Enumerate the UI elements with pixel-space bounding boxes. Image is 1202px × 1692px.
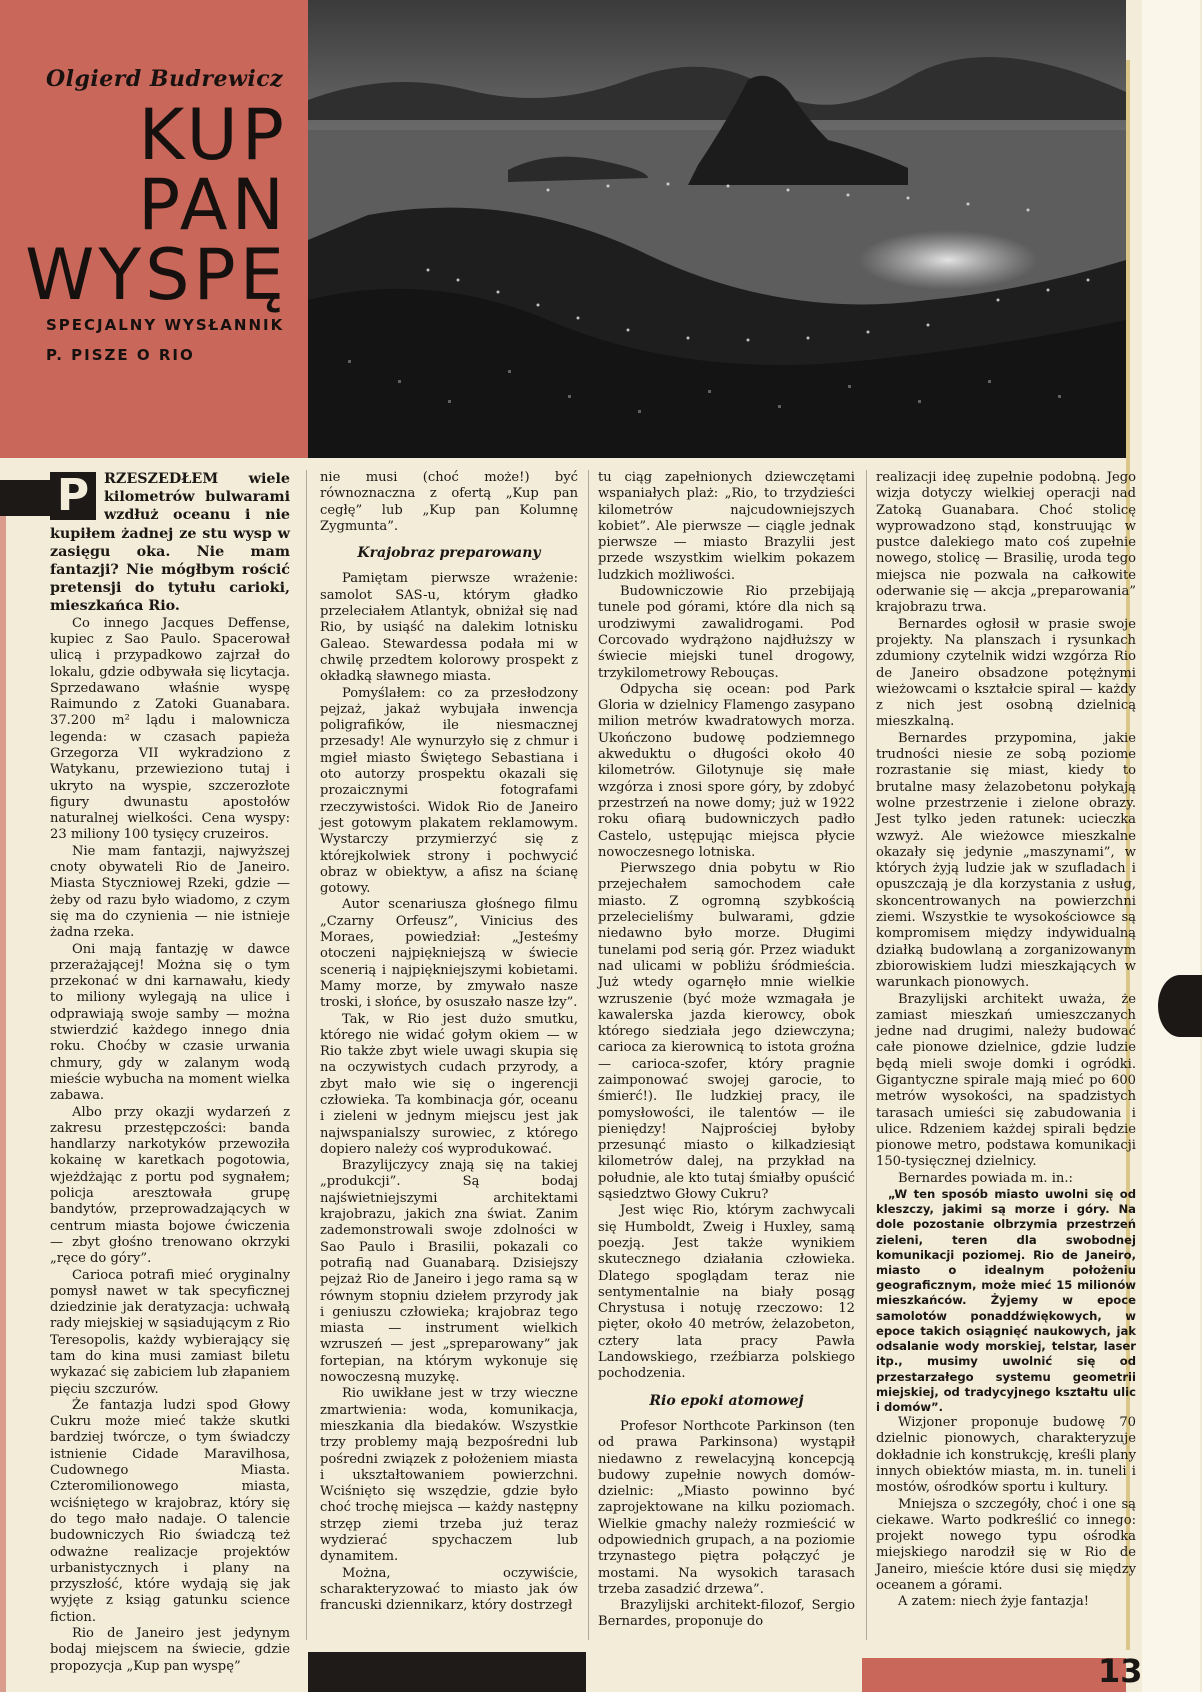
page-number: 13 [1098, 1652, 1143, 1690]
section-heading: Rio epoki atomowej [649, 1392, 804, 1409]
footer-dark-bar [308, 1652, 586, 1692]
paragraph: Brazylijczycy znają się na takiej „produkcji”. Są bodaj najświetniejszymi architektami krajobrazu, jakich zna świat. Zanim zademonstrowali swoje zdolności w Sao Paulo i Brasilii, pokazali co potrafią nad Guanabarą. Dzisiejszy pejzaż Rio de Janeiro i jego rama są w równym stopniu dziełem przyrody jak i geniuszu człowieka; krajobraz tego miasta — instrument wielkich wzruszeń — jest „spreparowany” jak fortepian, na którym wykonuje się nowoczesną muzykę. [320, 1158, 578, 1386]
title-line-2: PAN [138, 164, 288, 246]
section-heading: Krajobraz preparowany [357, 545, 541, 562]
paragraph: Autor scenariusza głośnego filmu „Czarny Orfeusz”, Vinicius des Moraes, powiedział: „Jesteśmy otoczeni najpiękniejszą w świecie scenerią i najpiękniejszymi kobietami. Mamy morze, by zmywało nasze troski, i słońce, by osuszało nasze łzy”. [320, 897, 578, 1011]
paragraph: Profesor Northcote Parkinson (ten od prawa Parkinsona) wystąpił niedawno z rewelacyjną koncepcją budowy zupełnie nowych domów-dzielnic: „Miasto powinno być zaprojektowane na kilku poziomach. Wielkie gmachy należy rozmieścić w odpowiednich grupach, a na poziomie trzynastego piętra połączyć je mostami. Na wysokich tarasach trzeba zasadzić drzewa”. [598, 1418, 855, 1597]
paragraph: Oni mają fantazję w dawce przerażającej! Można się o tym przekonać w dni karnawału, kiedy to miliony wylegają na ulice i odprawiają swoje samby — można stwierdzić każdego innego dnia roku. Choćby w czasie urwania chmury, gdy w zalanym wodą mieście wybucha na moment wielka zabawa. [50, 941, 290, 1104]
drop-cap: P [50, 472, 96, 520]
paragraph: Że fantazja ludzi spod Głowy Cukru może mieć także skutki bardziej twórcze, o tym świadczy istnienie Cidade Maravilhosa, Cudownego Miasta. Czteromilionowego miasta, wciśniętego w krajobraz, który się do tego mało nadaje. O talencie budowniczych Rio świadczą też odważne realizacje projektów urbanistycznych i plany na przyszłość, które wydają się jak wyjęte z ksiąg gatunku science fiction. [50, 1397, 290, 1625]
page-edge [1142, 0, 1200, 1692]
paragraph: Carioca potrafi mieć oryginalny pomysł nawet w tak specyficznej dziedzinie jak deratyzacja: uchwałą rady miejskiej w sąsiadującym z Rio Teresopolis, każdy wybierający się tam do kina musi zamiast biletu wykazać się zabiciem lub złapaniem pięciu szczurów. [50, 1267, 290, 1397]
night-panorama-photo [308, 0, 1126, 458]
column-rule [866, 470, 867, 1640]
title-line-1: KUP [138, 94, 288, 176]
article-column-4 [876, 470, 1136, 1648]
footer-red-bar [862, 1658, 1126, 1692]
paragraph: Można, oczywiście, scharakteryzować to miasto jak ów francuski dziennikarz, który dostrzegł [320, 1565, 578, 1614]
paragraph: A zatem: niech żyje fantazja! [898, 1594, 1090, 1610]
lede-text: RZESZEDŁEM wiele kilometrów bulwarami wzdłuż oceanu i nie kupiłem żadnej ze stu wysp w zasięgu oka. Nie mam fantazji? Nie mógłbym rościć pretensji do tytułu carioki, mieszkańca Rio. [50, 471, 290, 615]
column-rule [306, 470, 307, 1640]
column-rule [588, 470, 589, 1640]
paragraph: Pamiętam pierwsze wrażenie: samolot SAS-u, którym gładko przeleciałem Atlantyk, obniżał się nad Rio, by usiąść na dalekim lotnisku Galeao. Stewardessa podała mi w chwilę przedtem kolorowy prospekt z okładką sławnego miasta. [320, 571, 578, 685]
paragraph: Brazylijski architekt uważa, że zamiast mieszkań umieszczanych jedne nad drugimi, należy budować całe pionowe dzielnice, gdzie ludzie będą mieli swoje domki i ogródki. Gigantyczne spirale mają mieć po 600 metrów wysokości, na spadzistych tarasach umieści się zabudowania i ulice. Rdzeniem każdej spirali będzie pionowe metro, podstawa komunikacji 150-tysięcznej dzielnicy. [876, 991, 1136, 1170]
article-subtitle: SPECJALNY WYSŁANNIK P. PISZE O RIO [46, 316, 285, 364]
left-red-strip [0, 516, 6, 1692]
paragraph: Rio uwikłane jest w trzy wieczne zmartwienia: woda, komunikacja, mieszkania dla biedaków. Wszystkie trzy problemy mają bezpośredni lub pośredni związek z położeniem miasta i ukształtowaniem powierzchni. Wciśnięto się wszędzie, gdzie było choć trochę miejsca — każdy następny strzęp ziemi trzeba już teraz wydzierać spychaczem lub dynamitem. [320, 1386, 578, 1565]
paragraph: Bernardes ogłosił w prasie swoje projekty. Na planszach i rysunkach zdumiony czytelnik widzi wzgórza Rio de Janeiro obsadzone potężnymi wieżowcami o kształcie spiral — każdy z nich jest osobną dzielnicą mieszkalną. [876, 616, 1136, 730]
article-column-3 [598, 470, 855, 1648]
title-block [0, 0, 308, 458]
ink-blot [1158, 975, 1202, 1037]
paragraph: Wizjoner proponuje budowę 70 dzielnic pionowych, charakteryzuje dokładnie ich konstrukcję, kreśli plany innych obiektów miasta, m. in. tuneli i mostów, ośrodków sportu i kultury. [876, 1415, 1136, 1496]
article-lede [50, 470, 290, 616]
paragraph: Budowniczowie Rio przebijają tunele pod górami, które dla nich są urodziwymi zawalidrogami. Pod Corcovado wydrążono najdłuższy w świecie miejski tunel drogowy, trzykilometrowy Rebouças. [598, 584, 855, 681]
paragraph: Mniejsza o szczegóły, choć i one są ciekawe. Warto podkreślić co innego: projekt nowego typu ośrodka miejskiego narodził się w Rio de Janeiro, mieście które dusi się między oceanem a górami. [876, 1496, 1136, 1594]
paragraph: Bernardes przypomina, jakie trudności niesie ze sobą poziome rozrastanie się miast, kiedy to brutalne masy żelazobetonu połykają wolne przestrzenie i zielone obrazy. Jest tylko jeden ratunek: ucieczka wzwyż. Ale wieżowce mieszkalne okazały się jedynie „maszynami”, w których żyją ludzie jak w szufladach i opuszczają je dla korzystania z usług, skoncentrowanych na powierzchni ziemi. Wszystkie te wysokościowce są kompromisem między indywidualną działką budowlaną a zorganizowanym zbiorowiskiem ludzi mieszkających w warunkach pionowych. [876, 730, 1136, 991]
paragraph: Albo przy okazji wydarzeń z zakresu przestępczości: banda handlarzy narkotyków przewoziła kokainę w karetkach pogotowia, wjeżdżając z portu pod sygnałem; policja aresztowała grupę bandytów, przeprowadzających w centrum miasta bojowe ćwiczenia — zbyt głośno trenowano okrzyki „ręce do góry”. [50, 1104, 290, 1267]
paragraph: Brazylijski architekt-filozof, Sergio Bernardes, proponuje do [598, 1598, 855, 1630]
article-column-1 [50, 470, 290, 1674]
paragraph: Pierwszego dnia pobytu w Rio przejechałem samochodem całe miasto. Z ogromną szybkością przelecieliśmy bulwarami, gdzie niedawno było morze. Długimi tunelami pod serią gór. Przez wiadukt nad ulicami w pobliżu śródmieścia. Już wtedy ogarnęło mnie wielkie wzruszenie (być może wzmagała je kawalerska jazda kierowcy, obok którego siedziała jego dziewczyna; carioca za kierownicą to istota groźna — carioca-szofer, który pragnie zaimponować swojej garocie, to śmierć!). Ile ludzkiej pracy, ile pomysłowości, ile talentów — ile pieniędzy! Najprościej byłoby przesunąć miasto o kilkadziesiąt kilometrów dalej, na przykład na południe, ale kto tutaj śmiałby opuścić sąsiedztwo Głowy Cukru? [598, 861, 855, 1203]
block-quote [876, 1187, 1136, 1415]
paragraph: tu ciąg zapełnionych dziewczętami wspaniałych plaż: „Rio, to trzydzieści kilometrów najcudowniejszych kobiet”. Ale pierwsze — ciągle jednak pierwsze — miasto Brazylii jest przede wszystkim wielkim pokazem ludzkich możliwości. [598, 470, 855, 583]
paragraph: Bernardes powiada m. in.: [898, 1170, 1073, 1186]
paragraph: Rio de Janeiro jest jedynym bodaj miejscem na świecie, gdzie propozycja „Kup pan wyspę” [50, 1626, 290, 1674]
paragraph: Jest więc Rio, którym zachwycali się Humboldt, Zweig i Huxley, samą poezją. Jest także wynikiem skutecznego działania człowieka. Dlatego spoglądam teraz nie sentymentalnie na biały posąg Chrystusa i notuję rzeczowo: 12 pięter, około 40 metrów, żelazobeton, cztery lata pracy Pawła Landowskiego, rzeźbiarza polskiego pochodzenia. [598, 1203, 855, 1382]
paragraph: realizacji ideę zupełnie podobną. Jego wizja dotyczy wielkiej operacji nad Zatoką Guanabara. Choć stolicę wyprowadzono stąd, konstruując w pustce dalekiego mato coś zupełnie nowego, stolicę — Brasilię, uroda tego miejsca nie pozwala na całkowite oderwanie się — akcja „preparowania” krajobrazu trwa. [876, 470, 1136, 616]
title-line-3: WYSPĘ [25, 234, 288, 316]
paragraph: Odpycha się ocean: pod Park Gloria w dzielnicy Flamengo zasypano milion metrów kwadratowych morza. Ukończono budowę podziemnego akweduktu o długości około 40 kilometrów. Gilotynuje się małe wzgórza i znosi spore góry, by zdobyć przestrzeń na nowe domy; już w 1922 roku ofiarą budowniczych padło Castelo, ustępując miejsca płycie nowoczesnego lotniska. [598, 681, 855, 860]
article-column-2 [320, 470, 578, 1648]
paragraph: Tak, w Rio jest dużo smutku, którego nie widać gołym okiem — w Rio także zbyt wiele uwagi skupia się na oczywistych cudach przyrody, a zbyt mało wie się o ingerencji człowieka. Ta kombinacja gór, oceanu i zieleni w jednym miejscu jest jak najwspanialszy surowiec, z którego dopiero należy coś wyprodukować. [320, 1011, 578, 1157]
paragraph: nie musi (choć może!) być równoznaczna z ofertą „Kup pan cegłę” lub „Kup pan Kolumnę Zygmunta”. [320, 470, 578, 534]
author-byline: Olgierd Budrewicz [46, 66, 284, 92]
paragraph: Co innego Jacques Deffense, kupiec z Sao Paulo. Spacerował ulicą i przypadkowo zajrzał do lokalu, gdzie odbywała się licytacja. Sprzedawano właśnie wyspę Raimundo z Zatoki Guanabara. 37.200 m² lądu i malownicza legenda: w czasach papieża Grzegorza VII wykradziono z Watykanu, przewieziono tutaj i ukryto na wyspie, szczerozłote figury dwunastu apostołów naturalnej wielkości. Cena wyspy: 23 miliony 100 tysięcy cruzeiros. [50, 615, 290, 843]
night-panorama-rio-de-janeiro-icon [308, 0, 1126, 458]
paragraph: Pomyślałem: co za przesłodzony pejzaż, jakaż wybujała inwencja poligrafików, ile niesmacznej przesady! Ale wynurzyło się z chmur i mgieł miasto Świętego Sebastiana i oto autorzy prospektu okazali się prozaicznymi fotografami rzeczywistości. Widok Rio de Janeiro jest gotowym plakatem reklamowym. Wystarczy przymierzyć się z którejkolwiek strony i pochwycić obraz w obiektyw, a afisz na ścianę gotowy. [320, 685, 578, 897]
dropcap-marker-bar [0, 480, 52, 516]
quote-text: „W ten sposób miasto uwolni się od kleszczy, jakimi są morze i góry. Na dole pozostanie olbrzymia przestrzeń zieleni, teren dla swobodnej komunikacji poziomej. Rio de Janeiro, miasto o idealnym położeniu geograficznym, może mieć 15 milionów mieszkańców. Żyjemy w epoce samolotów ponaddźwiękowych, w epoce takich osiągnięć naukowych, jak odsalanie wody morskiej, telstar, laser itp., musimy uwolnić się od przestarzałego systemu geometrii miejskiej, od tradycyjnego kształtu ulic i domów”. [876, 1187, 1136, 1414]
paragraph: Nie mam fantazji, najwyższej cnoty obywateli Rio de Janeiro. Miasta Styczniowej Rzeki, gdzie — żeby od razu było wiadomo, z czym się ma do czynienia — nie istnieje żadna rzeka. [50, 843, 290, 941]
